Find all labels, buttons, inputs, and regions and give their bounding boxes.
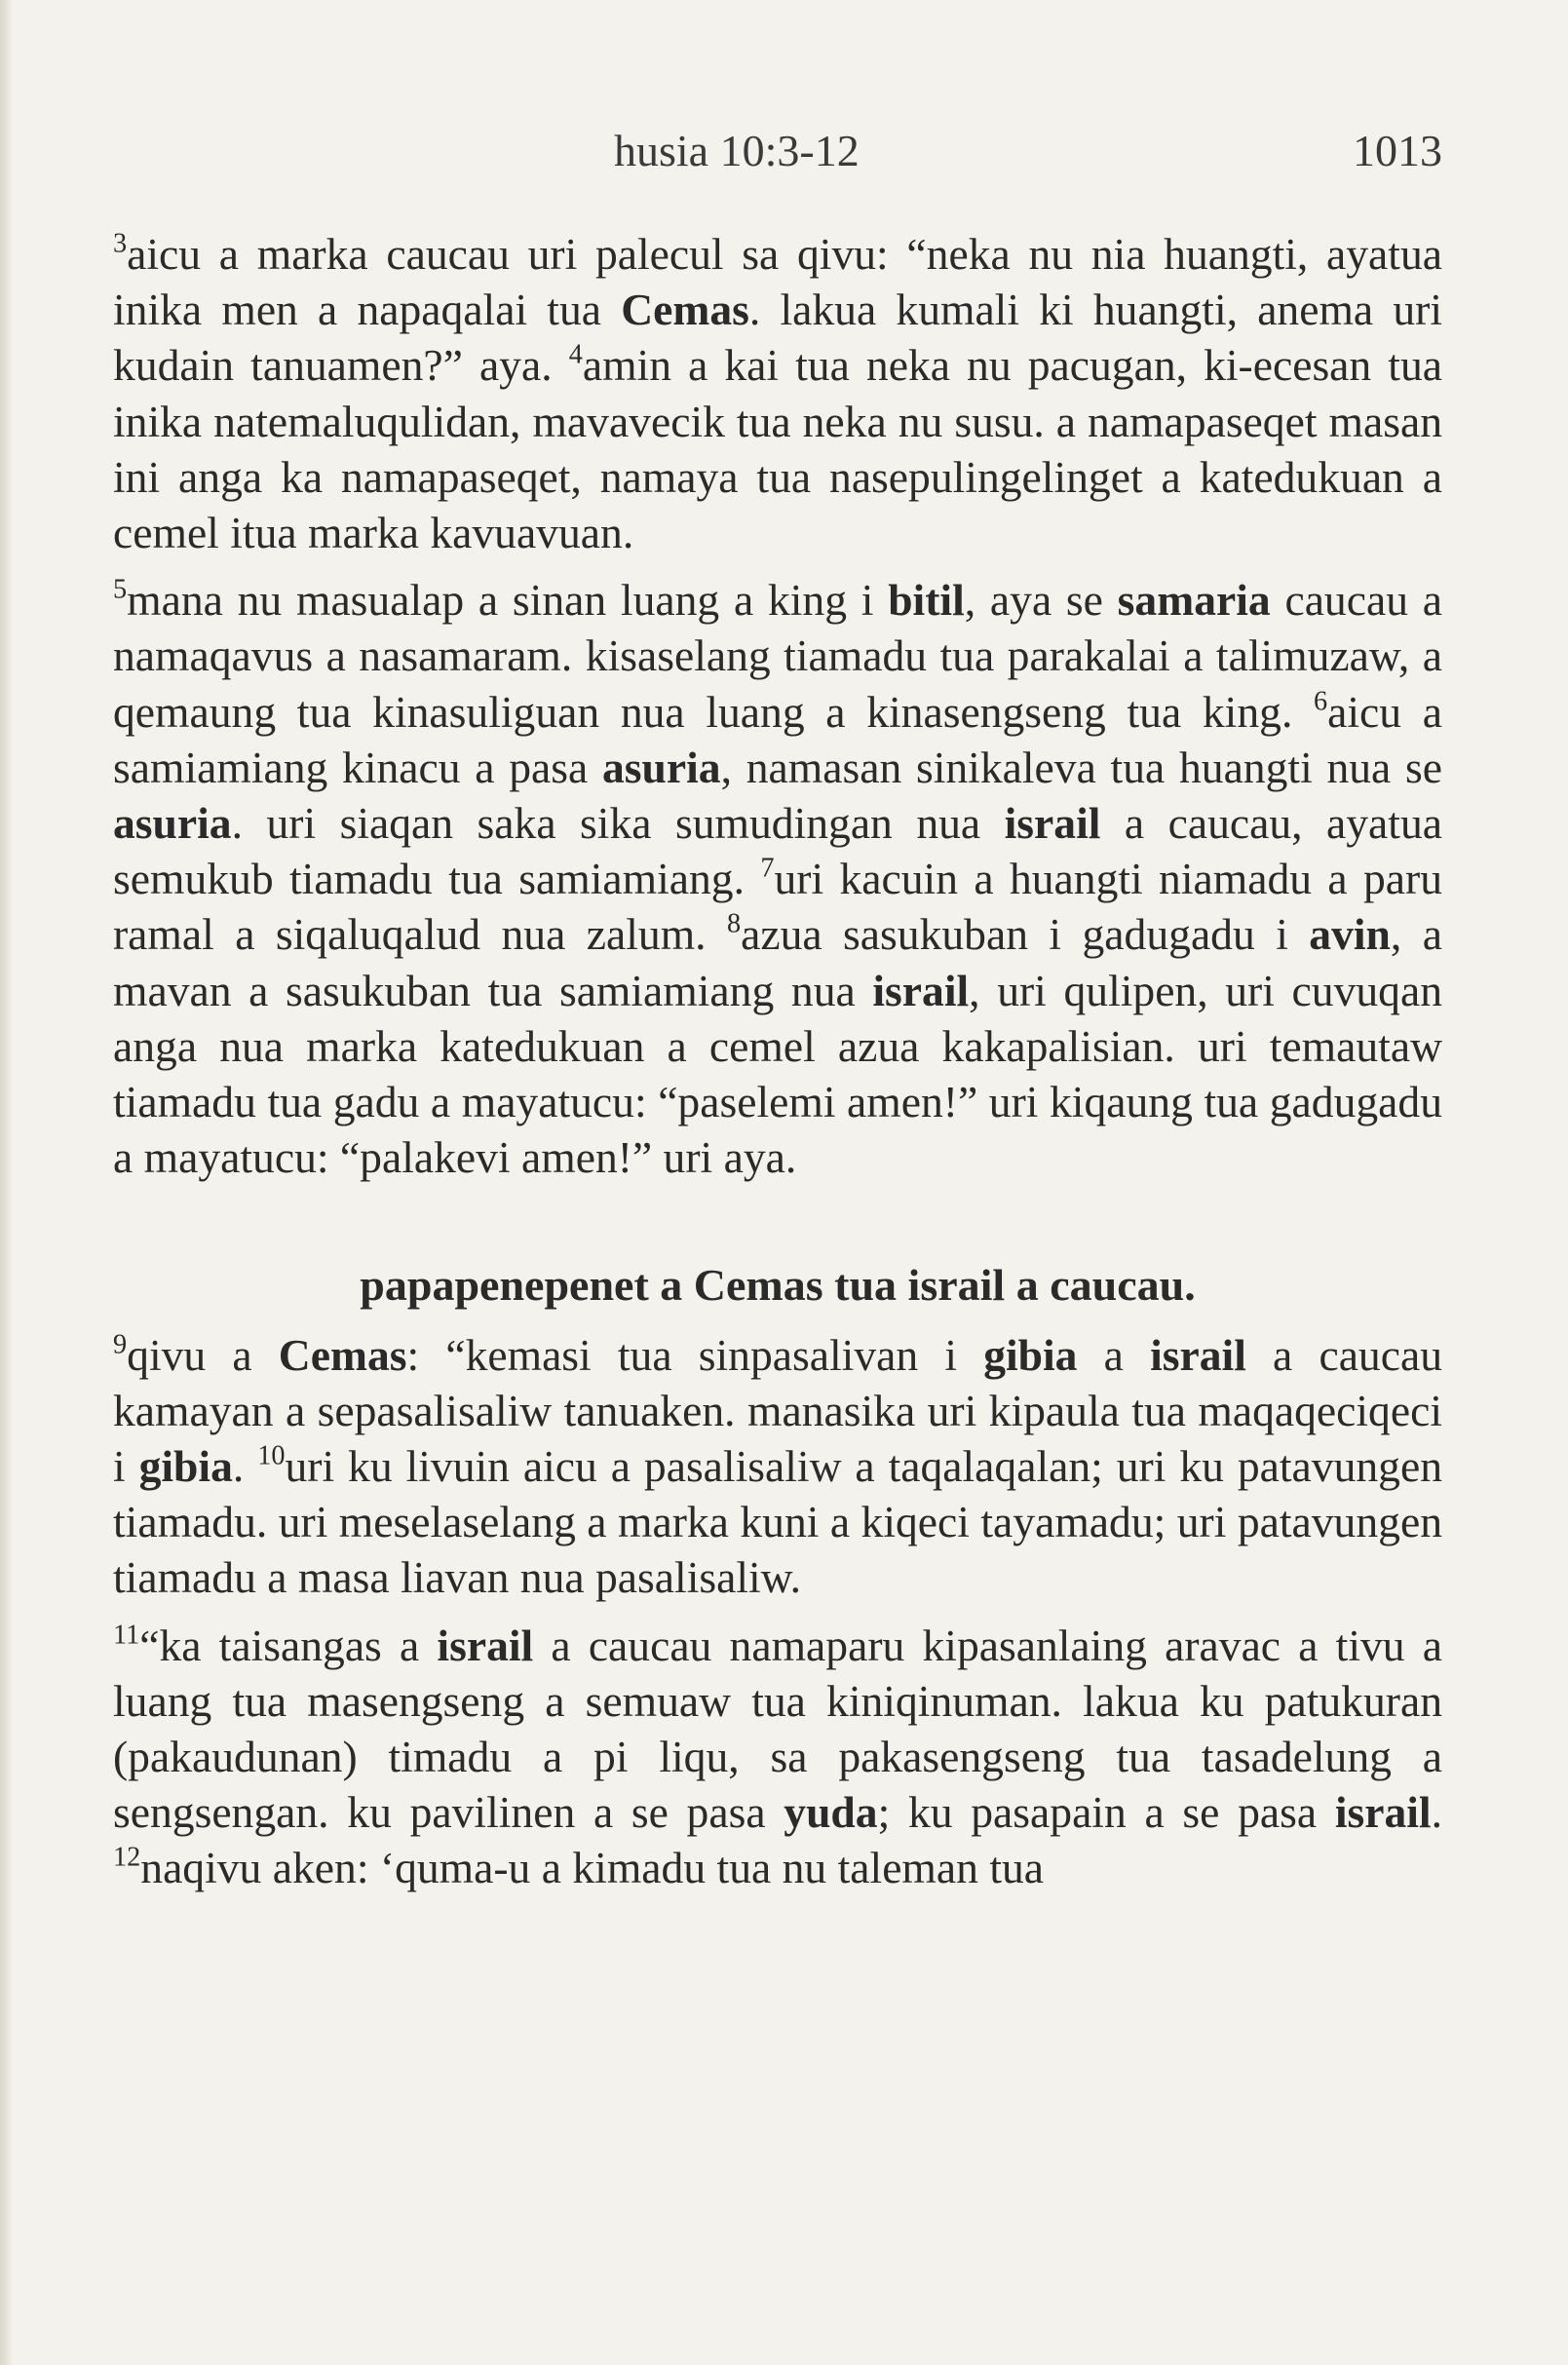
- verse-number: 12: [113, 1842, 141, 1873]
- bold-term: gibia: [138, 1441, 233, 1492]
- bold-term: gibia: [983, 1329, 1078, 1380]
- text-run: , aya se: [964, 575, 1118, 626]
- paragraph: [113, 1327, 1442, 1606]
- text-run: . lakua kumali ki huangti, anema uri kudain tanuamen?” aya.: [113, 285, 1442, 391]
- bold-term: Cemas: [278, 1329, 407, 1380]
- paragraph: [113, 572, 1442, 1185]
- text-run: , namasan sinikaleva tua huangti nua se: [720, 742, 1442, 792]
- text-run: mana nu masualap a sinan luang a king i: [127, 575, 889, 626]
- verse-number: 3: [113, 228, 128, 259]
- bold-term: samaria: [1117, 575, 1271, 626]
- top-paragraphs: [113, 226, 1442, 1185]
- text-run: ; ku pasapain a se pasa: [877, 1787, 1335, 1838]
- bold-term: israil: [1004, 798, 1101, 849]
- verse-number: 5: [113, 574, 128, 605]
- text-run: a caucau namaparu kipasanlaing aravac a tivu a luang tua masengseng a semuaw tua kiniqinuman. lakua ku patukuran (pakaudunan) timadu a pi liqu, sa pakasengseng tua tasadelung a sengsengan. ku pavilinen a se pasa: [113, 1620, 1443, 1838]
- text-run: . uri siaqan saka sika sumudingan nua: [231, 798, 1005, 849]
- running-title: husia 10:3-12: [614, 126, 860, 175]
- body-text: [113, 226, 1442, 1896]
- text-run: , uri qulipen, uri cuvuqan anga nua marka katedukuan a cemel azua kakapalisian. uri temautaw tiamadu tua gadu a mayatucu: “paselemi amen!” uri kiqaung tua gadugadu a mayatucu: “palakevi amen!” uri aya.: [113, 965, 1443, 1183]
- verse-number: 8: [726, 908, 742, 939]
- bold-term: israil: [872, 965, 970, 1015]
- page-header: [113, 125, 1442, 183]
- text-run: qivu a: [127, 1329, 279, 1380]
- text-run: “ka taisangas a: [139, 1620, 438, 1670]
- text-run: a: [1077, 1329, 1151, 1380]
- section-heading: papapenepenet a Cemas tua israil a caucau.: [360, 1260, 1196, 1311]
- text-run: a caucau kamayan a sepasalisaliw tanuaken. manasika uri kipaula tua maqaqeciqeci i: [113, 1329, 1442, 1492]
- verse-number: 11: [113, 1620, 140, 1651]
- bold-term: Cemas: [621, 285, 749, 335]
- bold-term: yuda: [784, 1787, 878, 1838]
- text-run: uri ku livuin aicu a pasalisaliw a taqalaqalan; uri ku patavungen tiamadu. uri meselaselang a marka kuni a kiqeci tayamadu; uri patavungen tiamadu a masa liavan nua pasalisaliw.: [113, 1441, 1442, 1603]
- text-run: azua sasukuban i gadugadu i: [741, 909, 1310, 960]
- verse-number: 6: [1314, 686, 1328, 717]
- page-number: 1013: [1353, 126, 1442, 175]
- bold-term: israil: [437, 1620, 534, 1670]
- verse-number: 7: [760, 853, 775, 884]
- text-run: amin a kai tua neka nu pacugan, ki-ecesan tua inika natemaluqulidan, mavavecik tua neka nu susu. a namapaseqet masan ini anga ka namapaseqet, namaya tua nasepulingelinget a katedukuan a cemel itua marka kavuavuan.: [113, 340, 1442, 558]
- paragraph: [113, 226, 1442, 560]
- text-run: caucau a namaqavus a nasamaram. kisaselang tiamadu tua parakalai a talimuzaw, a qemaung tua kinasuliguan nua luang a kinasengseng tua king.: [113, 575, 1442, 737]
- text-run: uri kacuin a huangti niamadu a paru ramal a siqaluqalud nua zalum.: [113, 854, 1442, 960]
- text-run: a caucau, ayatua semukub tiamadu tua samiamiang.: [113, 798, 1442, 904]
- page-edge-shadow: [0, 0, 14, 2365]
- bottom-paragraphs: [113, 1327, 1442, 1896]
- text-run: , a mavan a sasukuban tua samiamiang nua: [113, 909, 1442, 1015]
- bold-term: avin: [1309, 909, 1391, 960]
- text-run: : “kemasi tua sinpasalivan i: [406, 1329, 984, 1380]
- paragraph: [113, 1618, 1442, 1896]
- text-run: naqivu aken: ‘quma-u a kimadu tua nu taleman tua: [140, 1843, 1045, 1893]
- text-run: .: [232, 1441, 258, 1492]
- text-run: .: [1431, 1787, 1442, 1838]
- text-run: aicu a marka caucau uri palecul sa qivu: “neka nu nia huangti, ayatua inika men a napaqalai tua: [113, 229, 1442, 335]
- bold-term: asuria: [602, 742, 721, 792]
- text-run: aicu a samiamiang kinacu a pasa: [113, 686, 1442, 792]
- bold-term: israil: [1150, 1329, 1246, 1380]
- bold-term: asuria: [113, 798, 232, 849]
- bold-term: israil: [1334, 1787, 1432, 1838]
- bold-term: bitil: [888, 575, 965, 626]
- verse-number: 9: [113, 1329, 128, 1360]
- verse-number: 10: [257, 1440, 286, 1471]
- verse-number: 4: [568, 339, 583, 370]
